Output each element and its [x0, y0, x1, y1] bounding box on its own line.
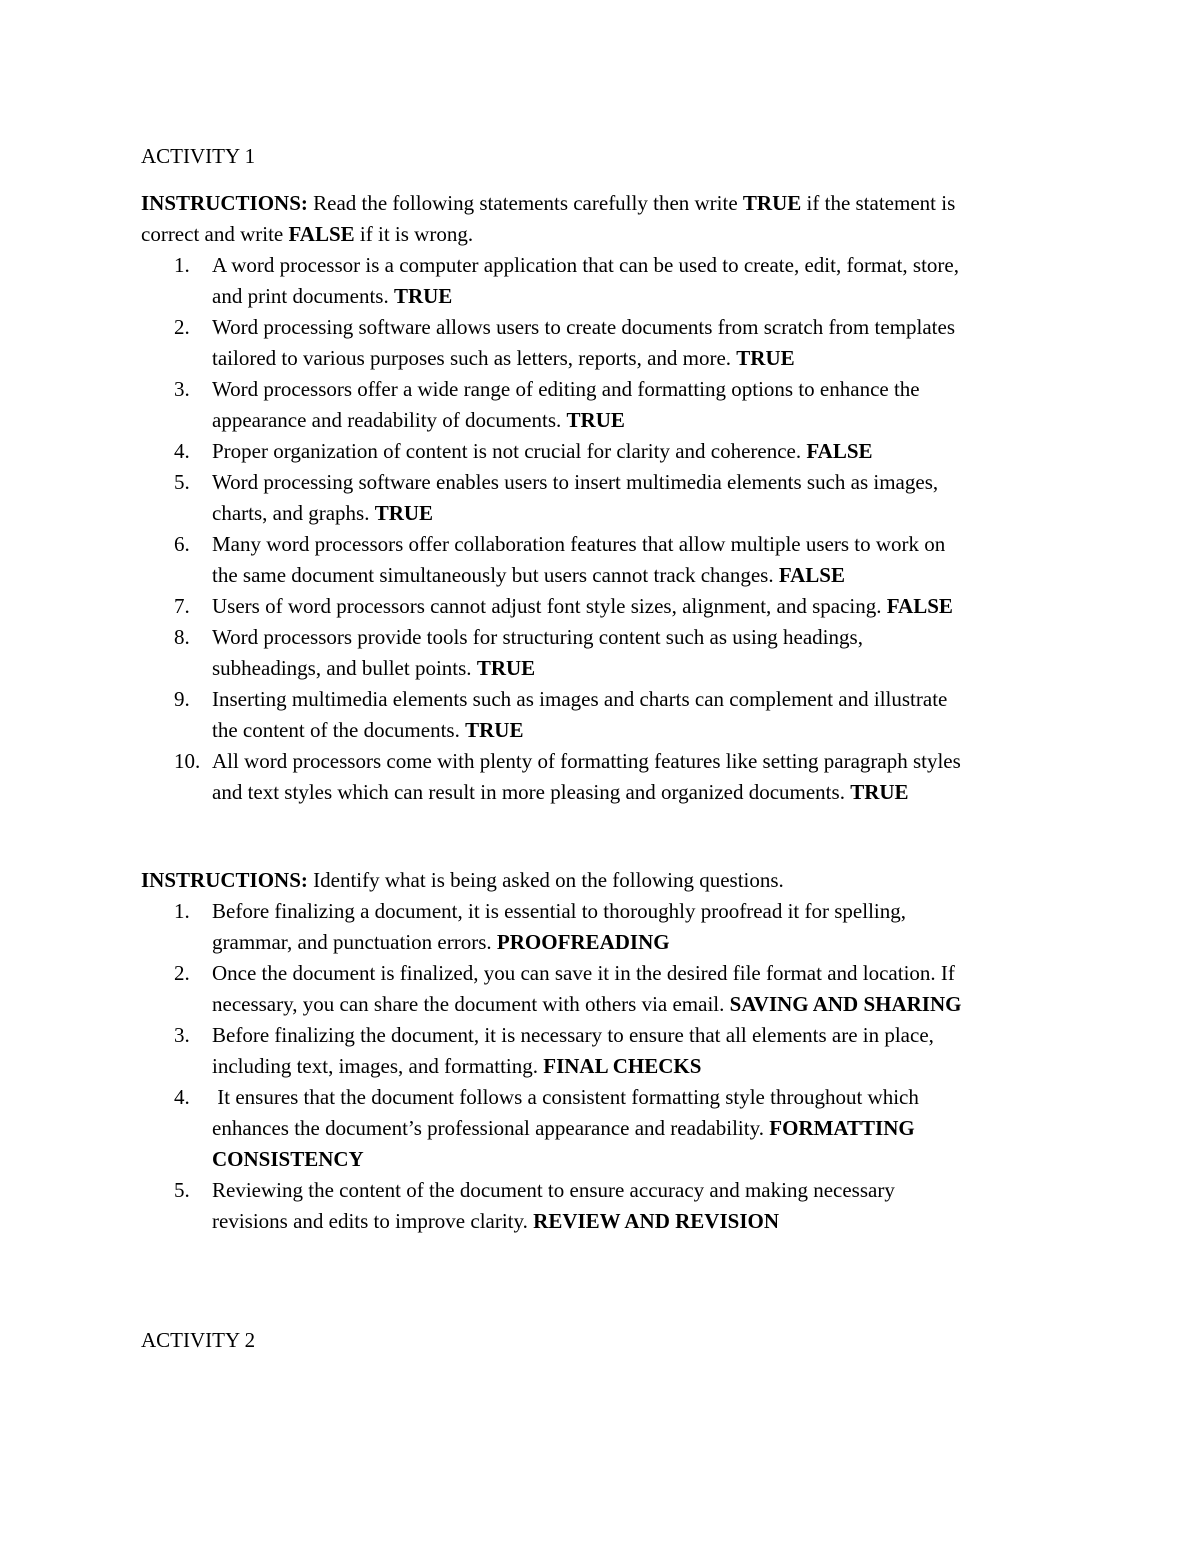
- answer: FALSE: [806, 439, 873, 463]
- list-item: 6. Many word processors offer collaboration features that allow multiple users to work on the same document simultaneously but users cannot track changes. FALSE: [174, 532, 946, 587]
- answer-continued: CONSISTENCY: [212, 1147, 364, 1171]
- answer: FALSE: [886, 594, 953, 618]
- answer: FALSE: [778, 563, 845, 587]
- activity-1-heading: ACTIVITY 1: [141, 144, 256, 168]
- answer: TRUE: [476, 656, 536, 680]
- answer: SAVING AND SHARING: [729, 992, 962, 1016]
- answer: TRUE: [566, 408, 625, 432]
- answer: FINAL CHECKS: [543, 1054, 702, 1078]
- list-item: 3. Before finalizing the document, it is necessary to ensure that all elements are in place, including text, images, and formatting. FINAL CHECKS: [174, 1023, 934, 1078]
- list-item: 4. It ensures that the document follows a consistent formatting style throughout which enhances the document’s professional appearance and readability. FORMATTING CONSISTENCY: [174, 1085, 919, 1171]
- list-item: 7. Users of word processors cannot adjust font style sizes, alignment, and spacing. FALSE: [174, 594, 953, 618]
- list-item: 3. Word processors offer a wide range of editing and formatting options to enhance the appearance and readability of documents. TRUE: [174, 377, 920, 432]
- list-item: 2. Word processing software allows users to create documents from scratch from templates tailored to various purposes such as letters, reports, and more. TRUE: [174, 315, 955, 370]
- list-item: 1. A word processor is a computer application that can be used to create, edit, format, store, and print documents. TRUE: [174, 253, 959, 308]
- instructions-label: INSTRUCTIONS:: [141, 868, 308, 892]
- list-item: 9. Inserting multimedia elements such as images and charts can complement and illustrate the content of the documents. TRUE: [174, 687, 948, 742]
- list-item: 10. All word processors come with plenty of formatting features like setting paragraph styles and text styles which can result in more pleasing and organized documents. TRUE: [174, 749, 961, 804]
- list-item: 5. Word processing software enables users to insert multimedia elements such as images, charts, and graphs. TRUE: [174, 470, 939, 525]
- answer: TRUE: [850, 780, 909, 804]
- identification-list: [141, 896, 1081, 1237]
- true-false-list: [141, 250, 1081, 808]
- answer: FORMATTING: [769, 1116, 915, 1140]
- activity-2-heading: ACTIVITY 2: [141, 1328, 256, 1352]
- answer: TRUE: [393, 284, 453, 308]
- instructions-label: INSTRUCTIONS:: [141, 191, 308, 215]
- answer: PROOFREADING: [496, 930, 670, 954]
- list-item: 8. Word processors provide tools for structuring content such as using headings, subheadings, and bullet points. TRUE: [174, 625, 863, 680]
- part-1-instructions: INSTRUCTIONS: Read the following statements carefully then write TRUE if the statement is correct and write FALSE if it is wrong.: [141, 191, 956, 246]
- answer: REVIEW AND REVISION: [533, 1209, 779, 1233]
- answer: TRUE: [465, 718, 524, 742]
- list-item: 2. Once the document is finalized, you can save it in the desired file format and location. If necessary, you can share the document with others via email. SAVING AND SHARING: [174, 961, 962, 1016]
- list-item: 4. Proper organization of content is not crucial for clarity and coherence. FALSE: [174, 439, 873, 463]
- list-item: 5. Reviewing the content of the document to ensure accuracy and making necessary revisions and edits to improve clarity. REVIEW AND REVISION: [174, 1178, 895, 1233]
- part-2-instructions: INSTRUCTIONS: Identify what is being asked on the following questions.: [141, 868, 784, 892]
- answer: TRUE: [736, 346, 795, 370]
- answer: TRUE: [374, 501, 434, 525]
- list-item: 1. Before finalizing a document, it is essential to thoroughly proofread it for spelling, grammar, and punctuation errors. PROOFREADING: [174, 899, 906, 954]
